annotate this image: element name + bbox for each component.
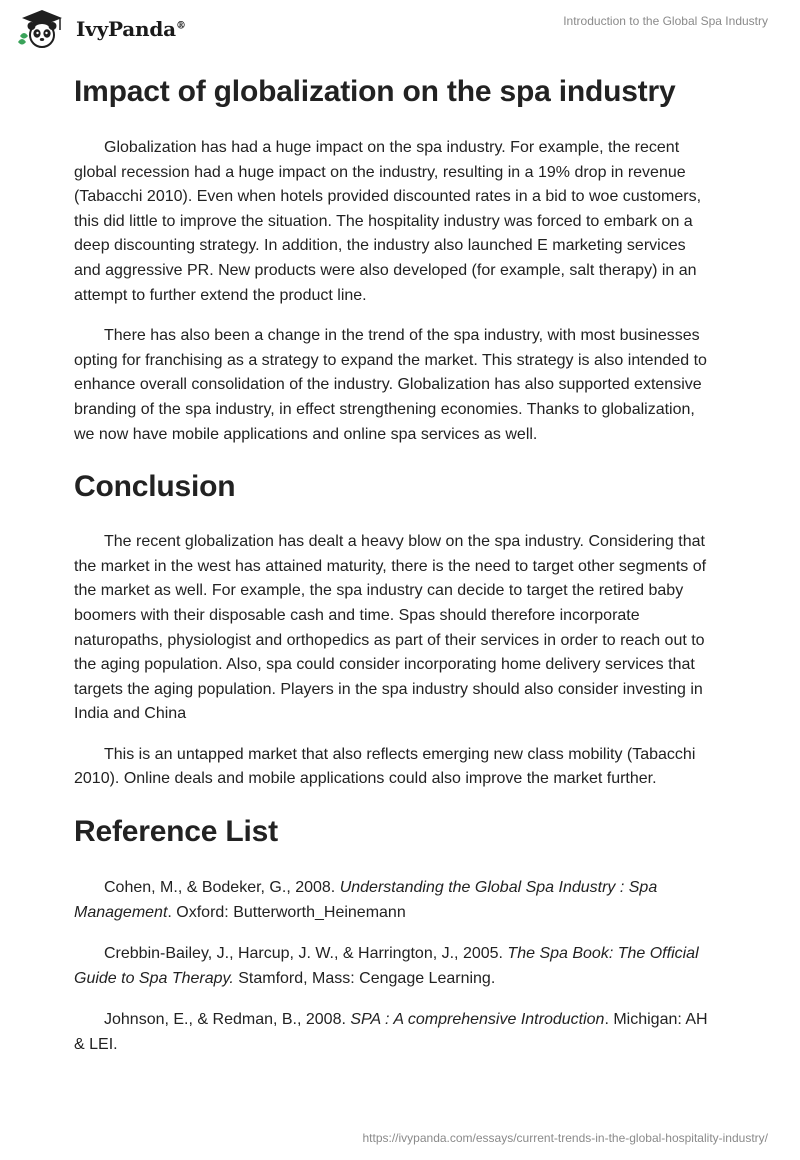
essay-body: [74, 68, 714, 1058]
source-url-link[interactable]: https://ivypanda.com/essays/current-trends-in-the-global-hospitality-industry/: [362, 1131, 768, 1145]
reference-title: SPA : A comprehensive Introduction: [350, 1011, 605, 1029]
heading-reference-list: Reference List: [74, 815, 278, 849]
brand-name: IvyPanda®: [76, 17, 186, 41]
page-header: [0, 0, 800, 70]
document-title: Introduction to the Global Spa Industry: [563, 14, 768, 28]
reference-item: Crebbin-Bailey, J., Harcup, J. W., & Harrington, J., 2005. The Spa Book: The Official Guide to Spa Therapy. Stamford, Mass: Cengage Learning.: [74, 945, 699, 987]
panda-graduation-icon: [14, 8, 70, 50]
reference-item: Johnson, E., & Redman, B., 2008. SPA : A comprehensive Introduction. Michigan: AH & LEI.: [74, 1011, 708, 1054]
reference-title: The Spa Book: The Official Guide to Spa Therapy.: [74, 945, 699, 987]
paragraph-conclusion-1: The recent globalization has dealt a heavy blow on the spa industry. Considering that the market in the west has attained maturity, there is the need to target other segments of the market as well. For example, the spa industry can decide to target the retired baby boomers with their disposable cash and time. Spas should therefore incorporate naturopaths, physiologist and orthopedics as part of their services in order to reach out to the aging population. Also, spa could consider incorporating home delivery services that targets the aging population. Players in the spa industry should also consider investing in India and China: [74, 533, 707, 723]
brand-logo[interactable]: [14, 8, 186, 50]
reference-title: Understanding the Global Spa Industry : Spa Management: [74, 879, 658, 921]
paragraph-impact-2: There has also been a change in the trend of the spa industry, with most businesses opting for franchising as a strategy to expand the market. This strategy is also intended to enhance overall consolidation of the industry. Globalization has also supported extensive branding of the spa industry, in effect strengthening economies. Thanks to globalization, we now have mobile applications and online spa services as well.: [74, 327, 707, 443]
reference-item: Cohen, M., & Bodeker, G., 2008. Understanding the Global Spa Industry : Spa Management. Oxford: Butterworth_Heinemann: [74, 879, 658, 921]
paragraph-impact-1: Globalization has had a huge impact on the spa industry. For example, the recent global recession had a huge impact on the industry, resulting in a 19% drop in revenue (Tabacchi 2010). Even when hotels provided discounted rates in a bid to woe customers, this did little to improve the situation. The hospitality industry was forced to embark on a deep discounting strategy. In addition, the industry also launched E marketing services and aggressive PR. New products were also developed (for example, salt therapy) in an attempt to further extend the product line.: [74, 139, 702, 304]
heading-conclusion: Conclusion: [74, 470, 236, 504]
paragraph-conclusion-2: This is an untapped market that also reflects emerging new class mobility (Tabacchi 2010). Online deals and mobile applications could also improve the market further.: [74, 745, 696, 788]
heading-impact: Impact of globalization on the spa industry: [74, 75, 676, 108]
